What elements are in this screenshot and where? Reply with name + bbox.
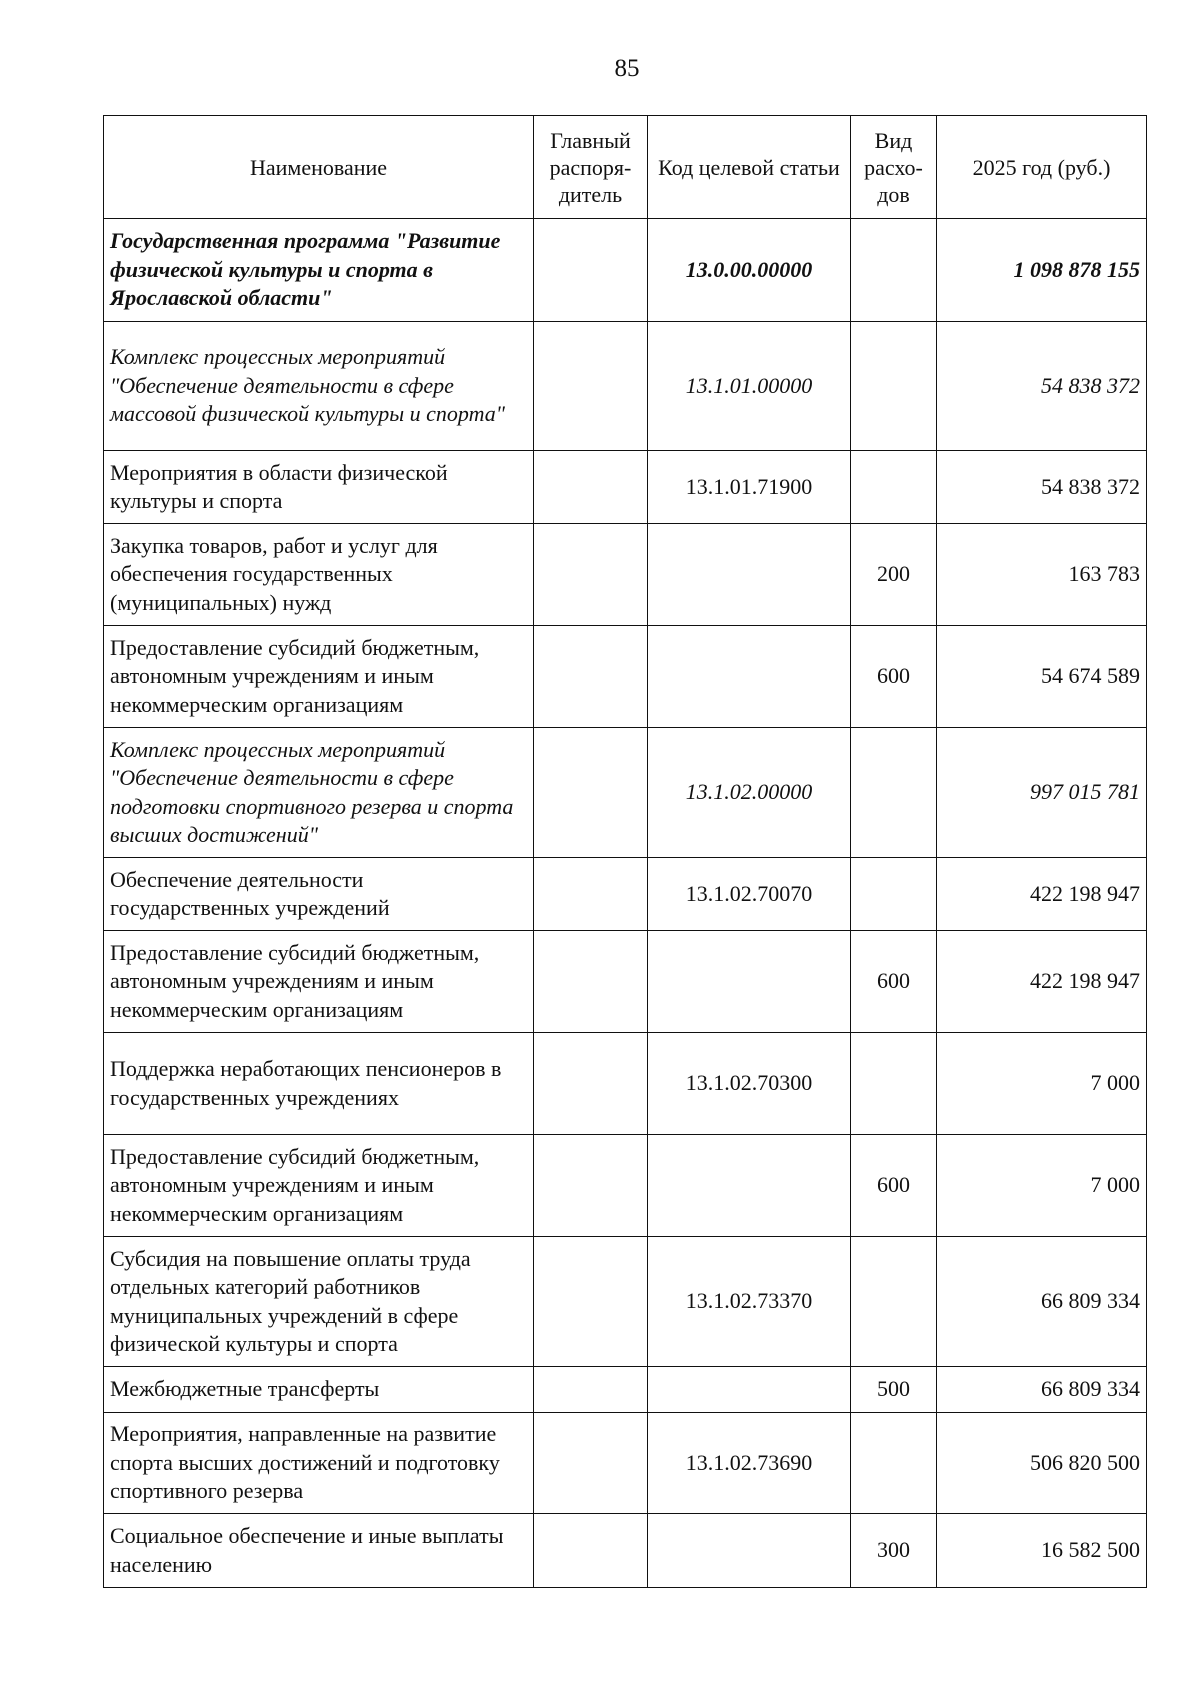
cell-name: Комплекс процессных мероприятий "Обеспечение деятельности в сфере массовой физической культуры и спорта" xyxy=(104,322,534,451)
cell-admin xyxy=(534,219,648,322)
cell-name: Предоставление субсидий бюджетным, автономным учреждениям и иным некоммерческим организациям xyxy=(104,1135,534,1237)
cell-code xyxy=(648,626,851,728)
cell-amount: 422 198 947 xyxy=(937,858,1147,931)
table-row xyxy=(104,931,1147,1033)
table-row xyxy=(104,322,1147,451)
cell-vid xyxy=(851,728,937,858)
cell-code: 13.1.01.00000 xyxy=(648,322,851,451)
cell-amount: 54 674 589 xyxy=(937,626,1147,728)
cell-amount: 66 809 334 xyxy=(937,1237,1147,1367)
header-amount: 2025 год (руб.) xyxy=(937,116,1147,219)
header-code: Код целевой статьи xyxy=(648,116,851,219)
header-name: Наименование xyxy=(104,116,534,219)
cell-admin xyxy=(534,1135,648,1237)
cell-code: 13.1.02.70070 xyxy=(648,858,851,931)
cell-amount: 1 098 878 155 xyxy=(937,219,1147,322)
cell-admin xyxy=(534,524,648,626)
cell-vid xyxy=(851,1413,937,1514)
table-row xyxy=(104,1135,1147,1237)
cell-code: 13.1.02.73370 xyxy=(648,1237,851,1367)
table-row xyxy=(104,1367,1147,1413)
cell-code: 13.1.02.70300 xyxy=(648,1033,851,1135)
cell-code: 13.1.02.73690 xyxy=(648,1413,851,1514)
cell-vid: 600 xyxy=(851,1135,937,1237)
cell-admin xyxy=(534,1237,648,1367)
cell-name: Мероприятия в области физической культуры и спорта xyxy=(104,451,534,524)
cell-vid xyxy=(851,451,937,524)
cell-admin xyxy=(534,1413,648,1514)
cell-admin xyxy=(534,322,648,451)
cell-name: Межбюджетные трансферты xyxy=(104,1367,534,1413)
cell-vid xyxy=(851,858,937,931)
cell-vid: 600 xyxy=(851,626,937,728)
table-row xyxy=(104,1514,1147,1588)
cell-name: Социальное обеспечение и иные выплаты населению xyxy=(104,1514,534,1588)
cell-name: Обеспечение деятельности государственных учреждений xyxy=(104,858,534,931)
cell-admin xyxy=(534,626,648,728)
cell-amount: 163 783 xyxy=(937,524,1147,626)
cell-name: Комплекс процессных мероприятий "Обеспечение деятельности в сфере подготовки спортивного резерва и спорта высших достижений" xyxy=(104,728,534,858)
cell-code xyxy=(648,1514,851,1588)
cell-amount: 54 838 372 xyxy=(937,451,1147,524)
cell-vid: 300 xyxy=(851,1514,937,1588)
cell-amount: 7 000 xyxy=(937,1135,1147,1237)
table-row xyxy=(104,451,1147,524)
cell-vid: 500 xyxy=(851,1367,937,1413)
cell-vid: 600 xyxy=(851,931,937,1033)
cell-vid xyxy=(851,219,937,322)
cell-code xyxy=(648,1135,851,1237)
cell-amount: 54 838 372 xyxy=(937,322,1147,451)
table-row xyxy=(104,626,1147,728)
cell-amount: 16 582 500 xyxy=(937,1514,1147,1588)
cell-admin xyxy=(534,1514,648,1588)
cell-code xyxy=(648,931,851,1033)
cell-amount: 7 000 xyxy=(937,1033,1147,1135)
cell-admin xyxy=(534,451,648,524)
cell-vid xyxy=(851,322,937,451)
cell-admin xyxy=(534,728,648,858)
cell-code: 13.1.01.71900 xyxy=(648,451,851,524)
cell-admin xyxy=(534,1367,648,1413)
cell-name: Государственная программа "Развитие физической культуры и спорта в Ярославской области" xyxy=(104,219,534,322)
table-row xyxy=(104,1413,1147,1514)
cell-amount: 66 809 334 xyxy=(937,1367,1147,1413)
cell-vid xyxy=(851,1033,937,1135)
cell-name: Субсидия на повышение оплаты труда отдельных категорий работников муниципальных учреждений в сфере физической культуры и спорта xyxy=(104,1237,534,1367)
budget-table xyxy=(103,115,1147,1588)
table-row xyxy=(104,219,1147,322)
table-row xyxy=(104,728,1147,858)
table-row xyxy=(104,524,1147,626)
cell-amount: 422 198 947 xyxy=(937,931,1147,1033)
table-row xyxy=(104,1033,1147,1135)
cell-code: 13.0.00.00000 xyxy=(648,219,851,322)
table-row xyxy=(104,1237,1147,1367)
cell-admin xyxy=(534,931,648,1033)
cell-name: Закупка товаров, работ и услуг для обеспечения государственных (муниципальных) нужд xyxy=(104,524,534,626)
cell-name: Поддержка неработающих пенсионеров в государственных учреждениях xyxy=(104,1033,534,1135)
cell-admin xyxy=(534,858,648,931)
cell-name: Предоставление субсидий бюджетным, автономным учреждениям и иным некоммерческим организациям xyxy=(104,931,534,1033)
cell-vid: 200 xyxy=(851,524,937,626)
cell-code: 13.1.02.00000 xyxy=(648,728,851,858)
page-number: 85 xyxy=(614,55,640,82)
cell-code xyxy=(648,1367,851,1413)
table-header-row xyxy=(104,116,1147,219)
table-row xyxy=(104,858,1147,931)
cell-amount: 997 015 781 xyxy=(937,728,1147,858)
cell-name: Предоставление субсидий бюджетным, автономным учреждениям и иным некоммерческим организациям xyxy=(104,626,534,728)
table-body xyxy=(104,219,1147,1588)
cell-vid xyxy=(851,1237,937,1367)
header-vid: Вид расхо-дов xyxy=(851,116,937,219)
header-admin: Главный распоря-дитель xyxy=(534,116,648,219)
cell-code xyxy=(648,524,851,626)
cell-admin xyxy=(534,1033,648,1135)
cell-amount: 506 820 500 xyxy=(937,1413,1147,1514)
cell-name: Мероприятия, направленные на развитие спорта высших достижений и подготовку спортивного резерва xyxy=(104,1413,534,1514)
